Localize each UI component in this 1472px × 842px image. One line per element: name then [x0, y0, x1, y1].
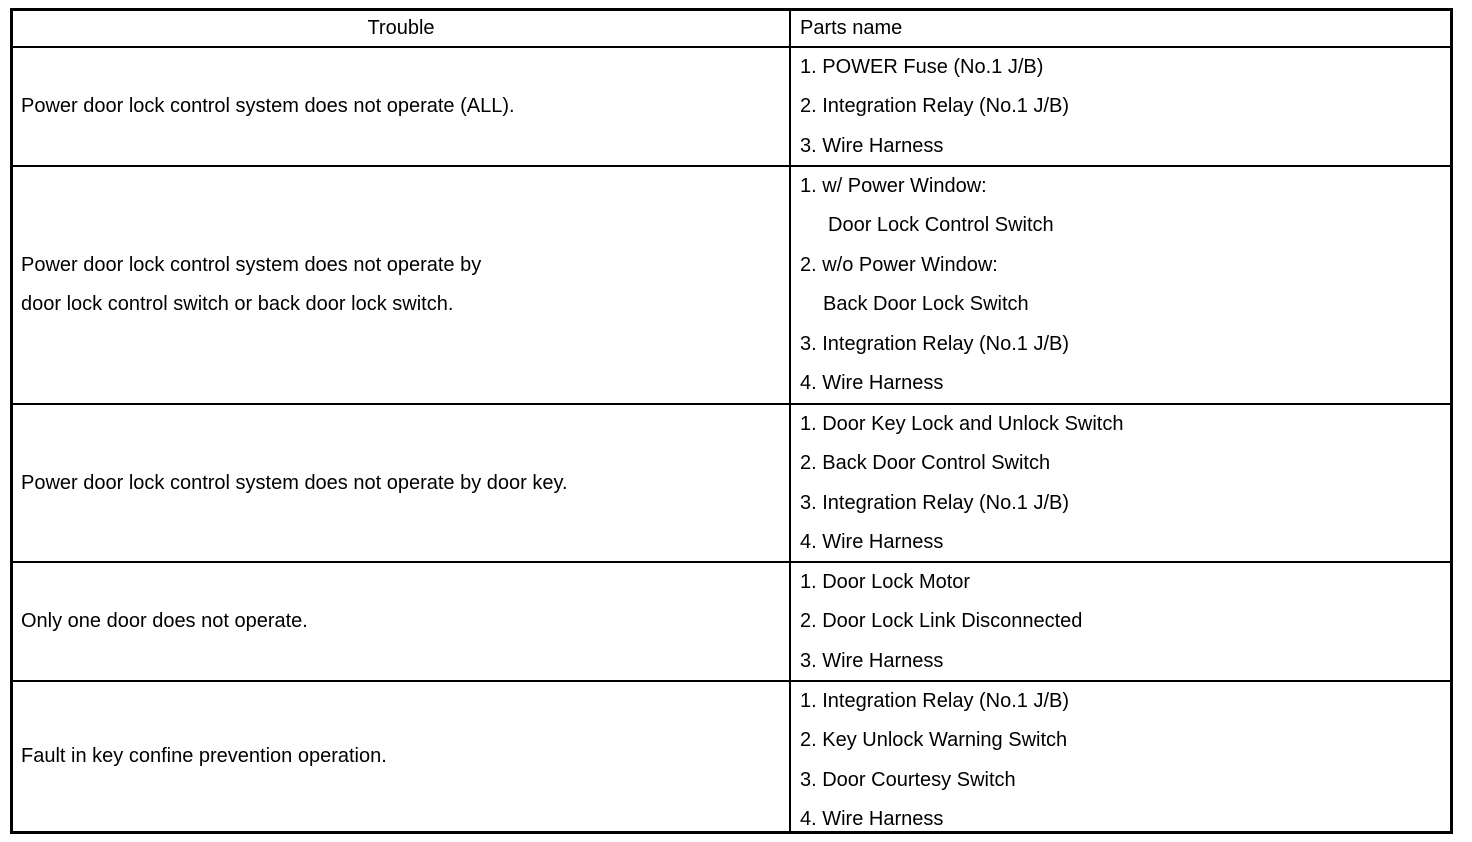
table-row: [13, 48, 1450, 167]
part-item: 3. Wire Harness: [800, 649, 944, 672]
parts-cell: [800, 48, 1450, 166]
trouble-text: door lock control switch or back door lock switch.: [21, 293, 454, 315]
parts-cell: [800, 682, 1450, 840]
trouble-cell: [13, 563, 789, 680]
parts-cell: [800, 563, 1450, 681]
header-parts-name: Parts name: [800, 17, 903, 39]
table-row: [13, 167, 1450, 405]
part-item: 2. Integration Relay (No.1 J/B): [800, 95, 1070, 118]
part-item: 2. Door Lock Link Disconnected: [800, 610, 1083, 633]
part-item: 4. Wire Harness: [800, 808, 944, 831]
trouble-text: Fault in key confine prevention operation.: [21, 745, 387, 767]
parts-cell: [800, 405, 1450, 563]
trouble-text: Only one door does not operate.: [21, 610, 308, 632]
part-item: 3. Wire Harness: [800, 134, 944, 157]
part-item: 4. Wire Harness: [800, 371, 944, 394]
table-header-row: [13, 11, 1450, 48]
trouble-text: Power door lock control system does not operate by: [21, 254, 482, 276]
part-item: 1. POWER Fuse (No.1 J/B): [800, 56, 1044, 78]
trouble-cell: [13, 167, 789, 403]
part-item: Back Door Lock Switch: [823, 293, 1029, 316]
part-item: 2. Key Unlock Warning Switch: [800, 729, 1068, 752]
part-item: 1. w/ Power Window:: [800, 175, 987, 197]
trouble-cell: [13, 405, 789, 561]
table-row: [13, 682, 1450, 831]
part-item: 3. Integration Relay (No.1 J/B): [800, 491, 1070, 514]
table-row: [13, 563, 1450, 682]
trouble-text: Power door lock control system does not operate by door key.: [21, 471, 568, 494]
troubleshooting-table: [10, 8, 1453, 834]
part-item: 3. Integration Relay (No.1 J/B): [800, 332, 1070, 355]
parts-cell: [800, 167, 1450, 403]
part-item: 1. Door Key Lock and Unlock Switch: [800, 413, 1124, 435]
trouble-cell: [13, 48, 789, 165]
part-item: 4. Wire Harness: [800, 531, 944, 554]
part-item: 2. w/o Power Window:: [800, 253, 998, 276]
part-item: 1. Integration Relay (No.1 J/B): [800, 690, 1070, 712]
part-item: 2. Back Door Control Switch: [800, 452, 1051, 475]
table-row: [13, 405, 1450, 563]
part-item: Door Lock Control Switch: [828, 214, 1054, 237]
header-trouble: Trouble: [367, 17, 435, 39]
trouble-text: Power door lock control system does not operate (ALL).: [21, 95, 515, 117]
part-item: 3. Door Courtesy Switch: [800, 768, 1016, 791]
part-item: 1. Door Lock Motor: [800, 571, 971, 593]
trouble-cell: [13, 682, 789, 831]
